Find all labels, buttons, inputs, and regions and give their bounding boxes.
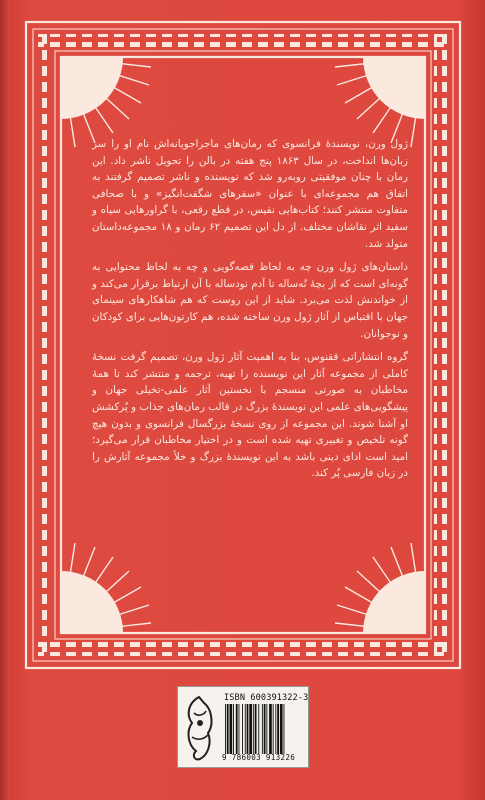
sun-icon: [335, 543, 425, 633]
blurb-text: [92, 136, 408, 489]
isbn-text: ISBN 600391322-3: [224, 693, 309, 703]
sun-icon: [61, 543, 151, 633]
blurb-paragraph: گروه انتشاراتی ققنوس، بنا به اهمیت آثار ژول ورن، تصمیم گرفت نسخهٔ کاملی از مجموعه آثار این نویسنده را تهیه، ترجمه و منتشر کند تا همهٔ مخاطبان به صورتی منسجم با نخستین آثار علمی-تخیلی جهان و پیشگویی‌های علمی این نویسندهٔ بزرگ در قالب رمان‌های جذاب و پُرکشش او آشنا شوند. این مجموعه از روی نسخهٔ بزرگسال فرانسوی و بدون هیچ گونه تلخیص و تغییری تهیه شده است و در اختیار مخاطبان قرار می‌گیرد؛ امید است ادای دینی باشد به این نویسندهٔ بزرگ و خلأ مجموعه آثارش را در زبان فارسی پُر کند.: [92, 351, 408, 480]
sun-icon: [61, 57, 151, 147]
blurb-paragraph: داستان‌های ژول ورن چه به لحاظ قصه‌گویی و چه به لحاظ محتوایی به گونه‌ای است که از بچهٔ نُه‌ساله تا آدم نودساله با آن ارتباط برقرار می‌کند و از خواندنش لذت می‌برد. شاید از این روست که هم شاهکارهای سینمای جهان با اقتباس از آثار ژول ورن ساخته شده، هم کارتون‌هایی برای کودکان و نوجوانان.: [92, 261, 408, 340]
sun-icon: [335, 57, 425, 147]
publisher-logo-icon: [182, 693, 216, 763]
barcode-label: [177, 686, 309, 768]
ean-number: 9 786003 913226: [222, 753, 296, 762]
blurb-paragraph: ژول ورن، نویسندهٔ فرانسوی که رمان‌های ماجراجویانه‌اش نام او را سر زبان‌ها انداخت، در سال ۱۸۶۳ پنج هفته در بالن را تحویل ناشر داد. این رمان با چنان موفقیتی روبه‌رو شد که نویسنده و ناشر تصمیم گرفتند به اتفاق هم مجموعه‌ای با عنوان «سفرهای شگفت‌انگیز» و با صحافی متفاوت منتشر کنند؛ کتاب‌هایی نفیس، در قطع رقعی، با گراورهایی سیاه و سفید اثر نقاشان مختلف. از دل این تصمیم ۶۲ رمان و ۱۸ مجموعه‌داستان متولد شد.: [92, 138, 408, 250]
barcode: [224, 704, 306, 754]
